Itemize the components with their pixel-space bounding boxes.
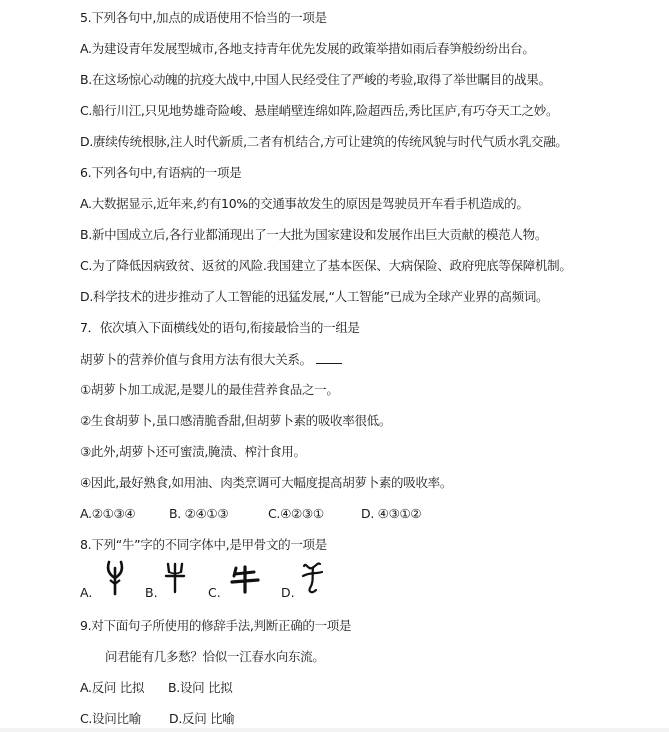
page-bottom-edge: [0, 728, 669, 732]
q7-passage-text: 胡萝卜的营养价值与食用方法有很大关系。: [80, 352, 312, 367]
q7-fill-blank: [316, 351, 342, 364]
q7-passage: [80, 351, 342, 368]
q7-sentence-2: ②生食胡萝卜,虽口感清脆香甜,但胡萝卜素的吸收率很低。: [80, 413, 392, 428]
q7-sentence-4: ④因此,最好熟食,如用油、肉类烹调可大幅度提高胡萝卜素的吸收率。: [80, 475, 453, 490]
q7-option-b: B. ②④①③: [169, 506, 229, 521]
q5-option-a: A.为建设青年发展型城市,各地支持青年优先发展的政策举措如雨后春笋般纷纷出台。: [80, 41, 535, 56]
q9-option-d: D.反问 比喻: [169, 711, 235, 726]
q6-option-c: C.为了降低因病致贫、返贫的风险.我国建立了基本医保、大病保险、政府兜底等保障机制。: [80, 258, 572, 273]
q5-stem: 5.下列各句中,加点的成语使用不恰当的一项是: [80, 10, 327, 25]
q8-stem: 8.下列“牛”字的不同字体中,是甲骨文的一项是: [80, 537, 327, 552]
q7-option-c: C.④②③①: [268, 506, 324, 521]
q6-option-d: D.科学技术的进步推动了人工智能的迅猛发展,“人工智能”已成为全球产业界的高频词。: [80, 289, 549, 304]
regular-script-niu-glyph: [230, 564, 260, 594]
q9-options-row-1: [80, 680, 232, 696]
q9-option-c: C.设问比喻: [80, 711, 141, 726]
q6-option-b: B.新中国成立后,各行业都涌现出了一大批为国家建设和发展作出巨大贡献的模范人物。: [80, 227, 548, 242]
q8-option-d-label: D.: [281, 585, 295, 600]
q5-option-d: D.赓续传统根脉,注人时代新质,二者有机结合,方可让建筑的传统风貌与时代气质水乳交融。: [80, 134, 568, 149]
q8-option-c-label: C.: [208, 585, 221, 600]
q7-option-a: A.②①③④: [80, 506, 136, 521]
q9-stem: 9.对下面句子所使用的修辞手法,判断正确的一项是: [80, 618, 352, 633]
q9-option-b: B.设问 比拟: [168, 680, 233, 695]
q7-stem: 7．依次填入下面横线处的语句,衔接最恰当的一组是: [80, 320, 360, 335]
bronze-niu-glyph: [164, 562, 186, 594]
q5-option-b: B.在这场惊心动魄的抗疫大战中,中国人民经受住了严峻的考验,取得了举世瞩目的战果。: [80, 72, 551, 87]
q7-sentence-3: ③此外,胡萝卜还可蜜渍,腌渍、榨汁食用。: [80, 444, 306, 459]
q8-option-b-label: B.: [145, 585, 158, 600]
q7-sentence-1: ①胡萝卜加工成泥,是婴儿的最佳营养食品之一。: [80, 382, 339, 397]
q6-option-a: A.大数据显示,近年来,约有10%的交通事故发生的原因是驾驶员开车看手机造成的。: [80, 196, 529, 211]
oracle-bone-niu-glyph: [104, 560, 126, 596]
q5-option-c: C.船行川江,只见地势雄奇险峻、悬崖峭壁连绵如阵,险超西岳,秀比匡庐,有巧夺天工之妙。: [80, 103, 559, 118]
q9-quote: 问君能有几多愁？恰似一江春水向东流。: [105, 649, 325, 664]
q7-options: [80, 506, 421, 522]
q9-options-row-2: [80, 711, 234, 727]
q9-option-a: A.反问 比拟: [80, 680, 145, 695]
cursive-niu-glyph: [300, 560, 324, 596]
q7-option-d: D. ④③①②: [361, 506, 422, 521]
q8-glyph-options: [80, 560, 380, 600]
q6-stem: 6.下列各句中,有语病的一项是: [80, 165, 242, 180]
q8-option-a-label: A.: [80, 585, 93, 600]
